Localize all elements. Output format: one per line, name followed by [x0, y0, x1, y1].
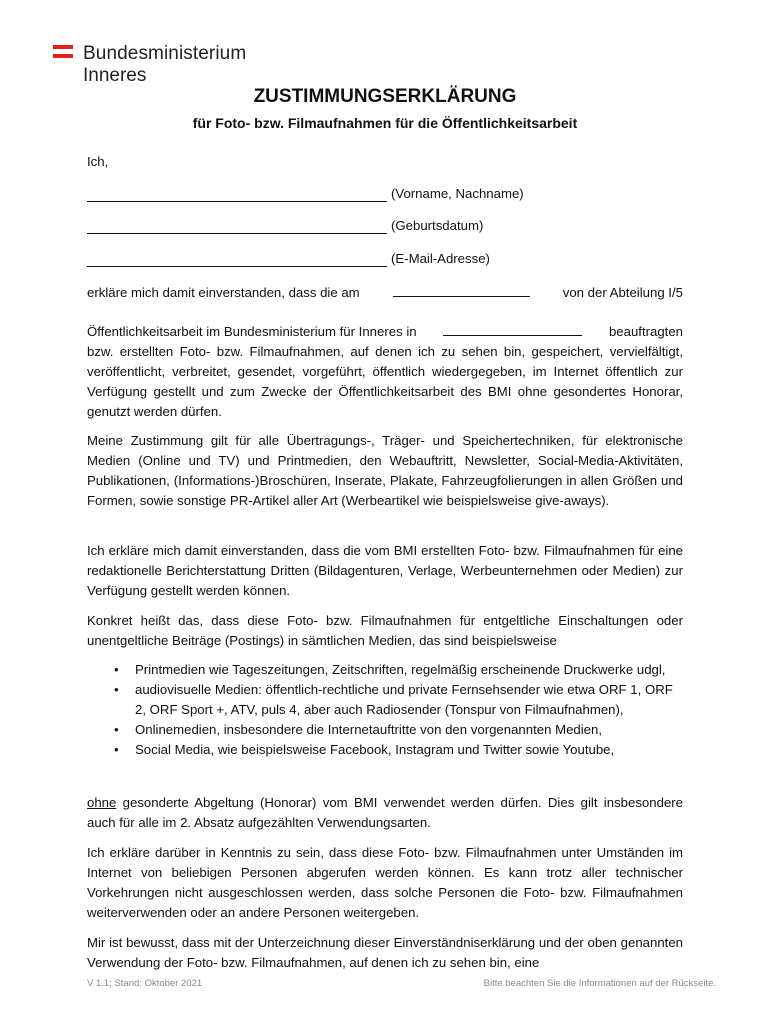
birthdate-field-line[interactable]	[87, 233, 387, 234]
list-item: • audiovisuelle Medien: öffentlich-rechtliche und private Fernsehsender wie etwa ORF 1, ORF 2, ORF Sport +, ATV, puls 4, aber auch Radiosender (Tonspur von Filmaufnahmen),	[114, 682, 673, 717]
footer-note: Bitte beachten Sie die Informationen auf der Rückseite.	[483, 978, 716, 989]
para6: Ich erkläre darüber in Kenntnis zu sein, dass diese Foto- bzw. Filmaufnahmen unter Umständen im Internet von beliebigen Personen abgerufen werden können. Es kann trotz aller technischer Vorkehrungen nicht ausgeschlossen werden, dass solche Personen die Foto- bzw. Filmaufnahmen weiterverwenden oder an andere Personen weitergeben.	[87, 845, 683, 920]
para1-first-line	[87, 322, 683, 342]
bullet-list	[87, 660, 683, 760]
bullet-icon: •	[114, 682, 119, 697]
para5-underlined: ohne	[87, 795, 117, 810]
austrian-flag-icon	[53, 45, 73, 59]
bullet-icon: •	[114, 722, 119, 737]
birthdate-field-label: (Geburtsdatum)	[391, 218, 484, 233]
name-field-line[interactable]	[87, 201, 387, 202]
para7: Mir ist bewusst, dass mit der Unterzeichnung dieser Einverständniserklärung und der oben genannten Verwendung der Foto- bzw. Filmaufnahmen, auf denen ich zu sehen bin, eine	[87, 935, 683, 970]
bullet-icon: •	[114, 742, 119, 757]
para1-after: beauftragten	[608, 324, 683, 339]
org-name-line1: Bundesministerium	[83, 43, 247, 64]
para3: Ich erkläre mich damit einverstanden, dass die vom BMI erstellten Foto- bzw. Filmaufnahmen für eine redaktionelle Berichterstattung Dritten (Bildagenturen, Verlage, Werbeunternehmen oder Medien) zur Verfügung gestellt werden können.	[87, 543, 683, 598]
list-item: • Onlinemedien, insbesondere die Internetauftritte von den vorgenannten Medien,	[87, 720, 683, 740]
salutation: Ich,	[87, 154, 109, 169]
list-item: • Printmedien wie Tageszeitungen, Zeitschriften, regelmäßig erscheinende Druckwerke udgl,	[87, 660, 683, 680]
location-field-line[interactable]	[443, 323, 582, 336]
agree-line-before: erkläre mich damit einverstanden, dass die am	[87, 285, 360, 300]
footer-version: V 1.1; Stand: Oktober 2021	[87, 978, 203, 989]
list-item: • Social Media, wie beispielsweise Facebook, Instagram und Twitter sowie Youtube,	[87, 740, 683, 760]
para2: Meine Zustimmung gilt für alle Übertragungs-, Träger- und Speichertechniken, für elektronische Medien (Online und TV) und Printmedien, den Webauftritt, Newsletter, Social-Media-Aktivitäten, Publikationen, (Informations-)Broschüren, Inserate, Plakate, Fahrzeugfolierungen in allen Größen und Formen, sowie sonstige PR-Artikel aller Art (Werbeartikel wie beispielsweise give-aways).	[87, 433, 683, 508]
name-field-label: (Vorname, Nachname)	[391, 186, 524, 201]
para1-rest: bzw. erstellten Foto- bzw. Filmaufnahmen, auf denen ich zu sehen bin, gespeichert, vervielfältigt, veröffentlicht, verbreitet, gesendet, vorgeführt, öffentlich wiedergegeben, im Internet öffentlich zur Verfügung gestellt und zum Zwecke der Öffentlichkeitsarbeit des BMI ohne gesondertes Honorar, genutzt werden dürfen.	[87, 344, 683, 419]
para1-before: Öffentlichkeitsarbeit im Bundesministerium für Inneres in	[87, 324, 417, 339]
date-field-line[interactable]	[393, 284, 530, 297]
document-subtitle: für Foto- bzw. Filmaufnahmen für die Öffentlichkeitsarbeit	[192, 115, 578, 131]
document-title: ZUSTIMMUNGSERKLÄRUNG	[253, 86, 517, 107]
agree-line-after: von der Abteilung I/5	[562, 285, 683, 300]
email-field-line[interactable]	[87, 266, 387, 267]
bullet-icon: •	[114, 662, 119, 677]
para4: Konkret heißt das, dass diese Foto- bzw. Filmaufnahmen für entgeltliche Einschaltungen oder unentgeltliche Beiträge (Postings) in sämtlichen Medien, das sind beispielsweise	[87, 613, 683, 648]
para5-rest: gesonderte Abgeltung (Honorar) vom BMI verwendet werden dürfen. Dies gilt insbesondere auch für alle im 2. Absatz aufgezählten Verwendungsarten.	[87, 795, 683, 830]
para5	[87, 793, 683, 833]
email-field-label: (E-Mail-Adresse)	[391, 251, 490, 266]
agree-line	[87, 283, 683, 303]
org-name-line2: Inneres	[83, 65, 147, 86]
